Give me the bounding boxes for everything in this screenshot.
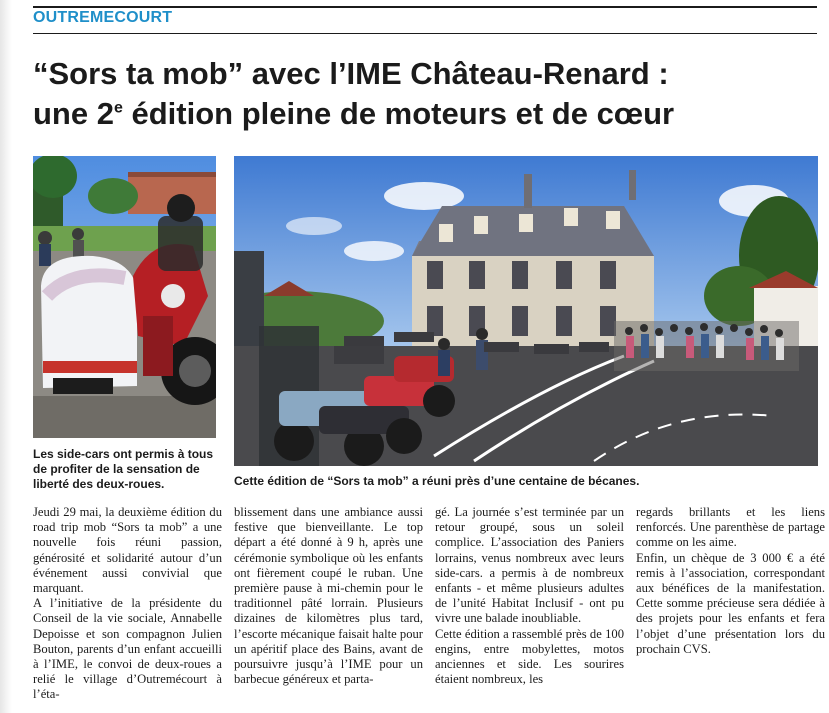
article-paragraph: A l’initiative de la présidente du Conseil de la vie sociale, Annabelle Depoisse et son compagnon Julien Bouton, parents d’un enfant accueilli à l’IME, le convoi de deux-roues a relié le village d’Outremécourt à l’éta- (33, 596, 222, 702)
headline-line-2-start: une 2 (33, 96, 114, 131)
headline-line-2-end: édition pleine de moteurs et de cœur (122, 96, 675, 131)
headline-superscript: e (113, 99, 123, 117)
article-paragraph: Enfin, un chèque de 3 000 € a été remis à l’association, correspondant aux bénéfices de la manifestation. Cette somme précieuse sera dédiée à des projets pour les enfants et fera l’objet d’une présentation lors du prochain CVS. (636, 550, 825, 656)
page-fold-shadow (0, 0, 12, 713)
article-paragraph: Jeudi 29 mai, la deuxième édition du road trip mob “Sors ta mob” a une nouvelle fois réuni passion, générosité et solidarité autour d’un événement aussi convivial que marquant. (33, 505, 222, 596)
headline-line-2 (33, 94, 813, 134)
article-paragraph: Cette édition a rassemblé près de 100 engins, entre mobylettes, motos anciennes et side. Les sourires étaient nombreux, les (435, 626, 624, 687)
sidecar-photo-caption: Les side-cars ont permis à tous de profiter de la sensation de liberté des deux-roues. (33, 447, 214, 491)
article-paragraph: gé. La journée s’est terminée par un retour groupé, sous un soleil complice. L’association des Paniers lorrains, venus nombreux avec leurs side-cars. a permis à de nombreux enfants - et même plusieurs adultes de l’unité Habitat Inclusif - ont pu vivre une balade inoubliable. (435, 505, 624, 626)
chateau-photo-illustration (234, 156, 818, 466)
sidecar-photo (33, 156, 216, 438)
chateau-photo-caption: Cette édition de “Sors ta mob” a réuni près d’une centaine de bécanes. (234, 474, 640, 488)
article-paragraph: blissement dans une ambiance aussi festive que bienveillante. Le top départ a été donné à 9 h, après une cérémonie symbolique où les enfants ont fièrement coupé le ruban. Une première pause à mi-chemin pour le traditionnel pâté lorrain. Plusieurs dizaines de kilomètres plus tard, l’escorte mécanique faisait halte pour un apéritif place des Bains, avant de poursuivre jusqu’à l’IME pour un barbecue généreux et parta- (234, 505, 423, 687)
article-column-4 (636, 505, 825, 657)
article-column-1 (33, 505, 222, 703)
chateau-photo (234, 156, 818, 466)
article-paragraph: regards brillants et les liens renforcés. Une parenthèse de partage comme on les aime. (636, 505, 825, 550)
article-column-2 (234, 505, 423, 687)
headline (33, 54, 813, 134)
section-rule (33, 33, 817, 34)
top-rule (33, 6, 817, 8)
article-column-3 (435, 505, 624, 687)
headline-line-1: “Sors ta mob” avec l’IME Château-Renard : (33, 56, 669, 91)
sidecar-photo-illustration (33, 156, 216, 438)
section-label: OUTREMECOURT (33, 9, 173, 26)
